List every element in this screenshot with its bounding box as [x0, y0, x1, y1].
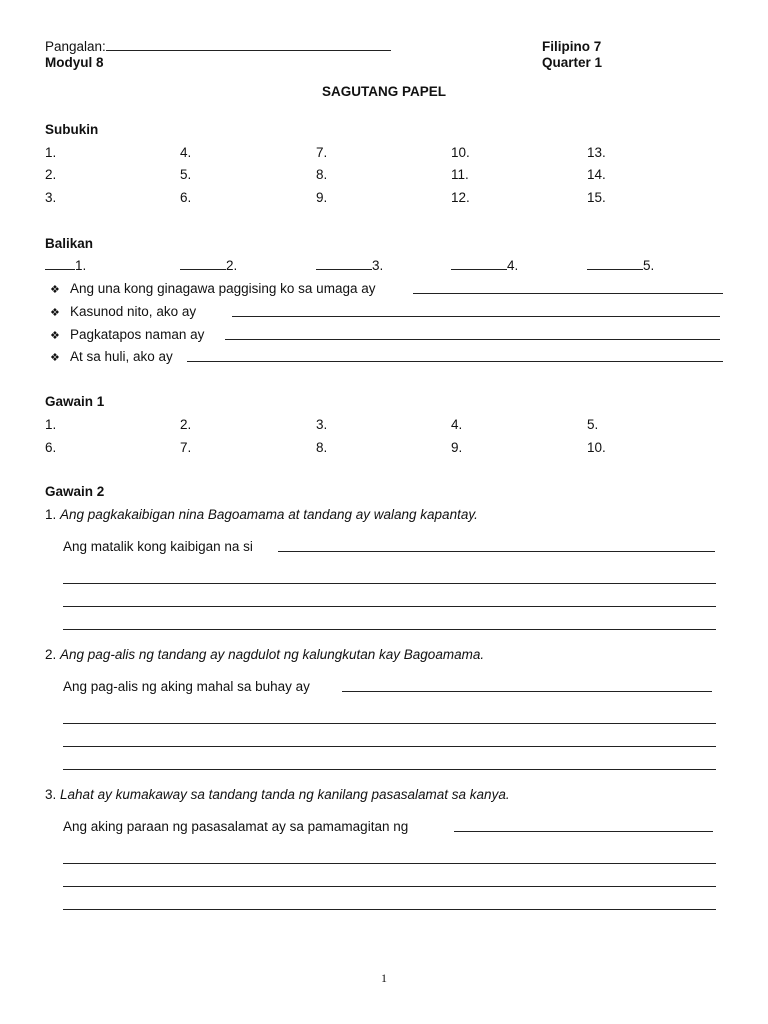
subukin-item: 7. — [316, 145, 328, 160]
answer-line[interactable] — [63, 863, 716, 864]
gawain1-heading: Gawain 1 — [45, 394, 105, 409]
sentence-text: Pagkatapos naman ay — [70, 327, 205, 342]
answer-line[interactable] — [63, 886, 716, 887]
subukin-item: 9. — [316, 190, 328, 205]
sentence-text: Kasunod nito, ako ay — [70, 304, 197, 319]
gawain1-item: 7. — [180, 440, 192, 455]
subukin-item: 14. — [587, 167, 606, 182]
diamond-bullet-icon: ❖ — [50, 307, 60, 319]
item-number: 3. — [45, 787, 57, 802]
answer-line[interactable] — [63, 769, 716, 770]
subukin-item: 3. — [45, 190, 57, 205]
answer-line[interactable] — [232, 316, 720, 317]
subukin-item: 15. — [587, 190, 606, 205]
name-label: Pangalan: — [45, 39, 106, 54]
balikan-blank-item[interactable] — [45, 258, 86, 274]
blank-number: 3. — [372, 258, 384, 273]
answer-blank[interactable] — [180, 258, 226, 270]
subukin-item: 5. — [180, 167, 192, 182]
sentence-text: Ang una kong ginagawa paggising ko sa umaga ay — [70, 281, 376, 296]
gawain2-prompt — [45, 647, 484, 663]
gawain1-item: 9. — [451, 440, 463, 455]
balikan-blank-item[interactable] — [587, 258, 654, 274]
balikan-heading: Balikan — [45, 236, 94, 251]
balikan-blank-item[interactable] — [451, 258, 518, 274]
blank-number: 4. — [507, 258, 519, 273]
subukin-item: 11. — [451, 167, 469, 182]
prompt-text: Ang pagkakaibigan nina Bagoamama at tandang ay walang kapantay. — [60, 507, 478, 522]
answer-blank[interactable] — [587, 258, 643, 270]
item-number: 1. — [45, 507, 57, 522]
answer-line[interactable] — [63, 583, 716, 584]
quarter-label: Quarter 1 — [542, 55, 603, 70]
module-label: Modyul 8 — [45, 55, 104, 70]
balikan-blank-item[interactable] — [180, 258, 237, 274]
subukin-item: 4. — [180, 145, 192, 160]
balikan-sentence — [50, 304, 196, 321]
subukin-item: 1. — [45, 145, 57, 160]
answer-line[interactable] — [63, 723, 716, 724]
page-number: 1 — [381, 971, 387, 985]
answer-blank[interactable] — [451, 258, 507, 270]
subukin-item: 8. — [316, 167, 328, 182]
gawain1-item: 2. — [180, 417, 192, 432]
sentence-text: At sa huli, ako ay — [70, 349, 173, 364]
name-blank[interactable] — [106, 39, 391, 51]
answer-line[interactable] — [187, 361, 723, 362]
subukin-item: 6. — [180, 190, 192, 205]
answer-line[interactable] — [63, 746, 716, 747]
gawain2-prompt — [45, 507, 478, 523]
balikan-sentence — [50, 281, 375, 298]
subject-label: Filipino 7 — [542, 39, 602, 54]
prompt-text: Lahat ay kumakaway sa tandang tanda ng kanilang pasasalamat sa kanya. — [60, 787, 510, 802]
subukin-item: 12. — [451, 190, 470, 205]
name-field[interactable] — [45, 39, 391, 55]
answer-blank[interactable] — [45, 258, 75, 270]
gawain1-item: 1. — [45, 417, 57, 432]
gawain2-prompt — [45, 787, 510, 803]
blank-number: 5. — [643, 258, 655, 273]
subukin-item: 13. — [587, 145, 606, 160]
answer-line[interactable] — [278, 551, 715, 552]
diamond-bullet-icon: ❖ — [50, 284, 60, 296]
sentence-starter: Ang aking paraan ng pasasalamat ay sa pamamagitan ng — [63, 819, 409, 834]
item-number: 2. — [45, 647, 57, 662]
sentence-starter: Ang matalik kong kaibigan na si — [63, 539, 253, 554]
answer-blank[interactable] — [316, 258, 372, 270]
answer-line[interactable] — [225, 339, 720, 340]
gawain2-heading: Gawain 2 — [45, 484, 105, 499]
gawain1-item: 8. — [316, 440, 328, 455]
gawain1-item: 10. — [587, 440, 606, 455]
gawain1-item: 6. — [45, 440, 57, 455]
blank-number: 2. — [226, 258, 238, 273]
diamond-bullet-icon: ❖ — [50, 352, 60, 364]
sentence-starter: Ang pag-alis ng aking mahal sa buhay ay — [63, 679, 310, 694]
blank-number: 1. — [75, 258, 87, 273]
subukin-item: 10. — [451, 145, 470, 160]
gawain1-item: 5. — [587, 417, 599, 432]
gawain1-item: 4. — [451, 417, 463, 432]
subukin-item: 2. — [45, 167, 57, 182]
balikan-blank-item[interactable] — [316, 258, 383, 274]
diamond-bullet-icon: ❖ — [50, 330, 60, 342]
answer-line[interactable] — [63, 909, 716, 910]
answer-line[interactable] — [413, 293, 723, 294]
balikan-sentence — [50, 349, 173, 366]
subukin-heading: Subukin — [45, 122, 99, 137]
gawain1-item: 3. — [316, 417, 328, 432]
answer-line[interactable] — [63, 606, 716, 607]
answer-line[interactable] — [342, 691, 712, 692]
prompt-text: Ang pag-alis ng tandang ay nagdulot ng kalungkutan kay Bagoamama. — [60, 647, 485, 662]
answer-line[interactable] — [63, 629, 716, 630]
answer-line[interactable] — [454, 831, 713, 832]
balikan-sentence — [50, 327, 204, 344]
page-title: SAGUTANG PAPEL — [321, 84, 446, 99]
